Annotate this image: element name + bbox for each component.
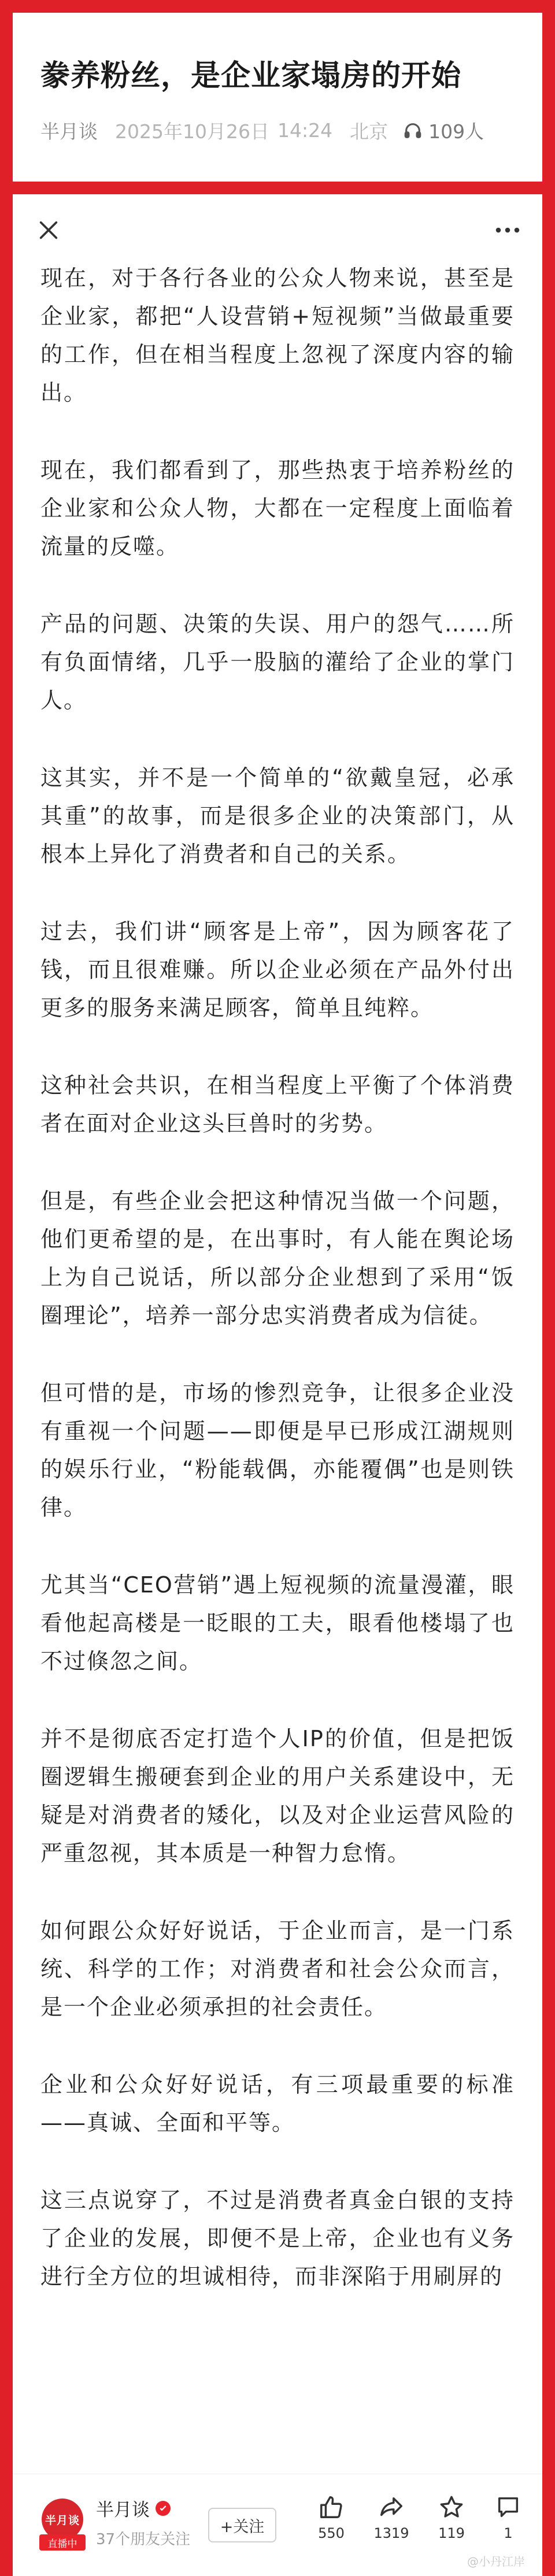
- paragraph: 但是，有些企业会把这种情况当做一个问题，他们更希望的是，在出事时，有人能在舆论场上为自己说话，所以部分企业想到了采用“饭圈理论”，培养一部分忠实消费者成为信徒。: [40, 1188, 515, 1328]
- share-count: 1319: [373, 2525, 409, 2541]
- watermark: @小丹江岸: [467, 2555, 525, 2568]
- article-body: [13, 259, 542, 2296]
- paragraph: 现在，对于各行各业的公众人物来说，甚至是企业家，都把“人设营销+短视频”当做最重要的工作，但在相当程度上忽视了深度内容的输出。: [40, 265, 515, 405]
- comment-button[interactable]: [482, 2494, 534, 2541]
- comment-count: 1: [504, 2525, 513, 2541]
- more-icon: [494, 226, 521, 235]
- paragraph: 现在，我们都看到了，那些热衷于培养粉丝的企业家和公众人物，大都在一定程度上面临着流量的反噬。: [40, 457, 515, 559]
- paragraph: 如何跟公众好好说话，于企业而言，是一门系统、科学的工作；对消费者和社会公众而言，是一个企业必须承担的社会责任。: [40, 1918, 515, 2020]
- headphones-icon: [403, 121, 423, 141]
- avatar[interactable]: 半月谈: [42, 2499, 83, 2540]
- article-panel: [13, 194, 542, 2576]
- account-name-label: 半月谈: [96, 2500, 150, 2520]
- publish-location: 北京: [350, 120, 388, 143]
- paragraph: 并不是彻底否定打造个人IP的价值，但是把饭圈逻辑生搬硬套到企业的用户关系建设中，无疑是对消费者的矮化，以及对企业运营风险的严重忽视，其本质是一种智力怠惰。: [40, 1726, 515, 1866]
- share-button[interactable]: [365, 2494, 417, 2541]
- bottom-action-bar: [13, 2474, 542, 2576]
- like-button[interactable]: [305, 2494, 357, 2541]
- paragraph: 企业和公众好好说话，有三项最重要的标准——真诚、全面和平等。: [40, 2072, 515, 2135]
- publish-date: 2025年10月26日: [115, 120, 269, 143]
- author-link[interactable]: 半月谈: [40, 120, 98, 143]
- paragraph: 产品的问题、决策的失误、用户的怨气……所有负面情绪，几乎一股脑的灌给了企业的掌门人。: [40, 611, 515, 713]
- paragraph: 这种社会共识，在相当程度上平衡了个体消费者在面对企业这头巨兽时的劣势。: [40, 1073, 515, 1136]
- listen-button[interactable]: [403, 117, 484, 144]
- close-icon: [37, 219, 60, 242]
- thumbs-up-icon: [318, 2494, 345, 2520]
- paragraph: 尤其当“CEO营销”遇上短视频的流量漫灌，眼看他起高楼是一眨眼的工夫，眼看他楼塌了也不过倏忽之间。: [40, 1572, 515, 1674]
- article-title: 豢养粉丝，是企业家塌房的开始: [40, 59, 462, 93]
- more-options-button[interactable]: [486, 208, 530, 252]
- listener-count: 109人: [428, 120, 484, 143]
- account-name[interactable]: [96, 2495, 171, 2521]
- publish-time: 14:24: [277, 119, 333, 142]
- paragraph: 这其实，并不是一个简单的“欲戴皇冠，必承其重”的故事，而是很多企业的决策部门，从根本上异化了消费者和自己的关系。: [40, 765, 515, 867]
- friend-followers: 37个朋友关注: [96, 2531, 191, 2548]
- verified-icon: [156, 2501, 171, 2516]
- live-badge[interactable]: 直播中: [39, 2534, 86, 2551]
- like-count: 550: [318, 2525, 345, 2541]
- comment-icon: [495, 2494, 521, 2520]
- paragraph: 但可惜的是，市场的惨烈竞争，让很多企业没有重视一个问题——即便是早已形成江湖规则的娱乐行业，“粉能载偶，亦能覆偶”也是则铁律。: [40, 1380, 515, 1520]
- star-icon: [438, 2494, 465, 2520]
- paragraph: 过去，我们讲“顾客是上帝”，因为顾客花了钱，而且很难赚。所以企业必须在产品外付出更多的服务来满足顾客，简单且纯粹。: [40, 919, 515, 1021]
- paragraph: 这三点说穿了，不过是消费者真金白银的支持了企业的发展，即便不是上帝，企业也有义务进行全方位的坦诚相待，而非深陷于用刷屏的: [40, 2187, 515, 2289]
- favorite-button[interactable]: [426, 2494, 478, 2541]
- follow-button[interactable]: +关注: [208, 2508, 276, 2542]
- article-meta: [40, 117, 515, 144]
- share-icon: [378, 2494, 405, 2520]
- close-button[interactable]: [27, 208, 71, 252]
- article-toolbar: [13, 194, 542, 259]
- article-header: [13, 13, 542, 182]
- favorite-count: 119: [438, 2525, 465, 2541]
